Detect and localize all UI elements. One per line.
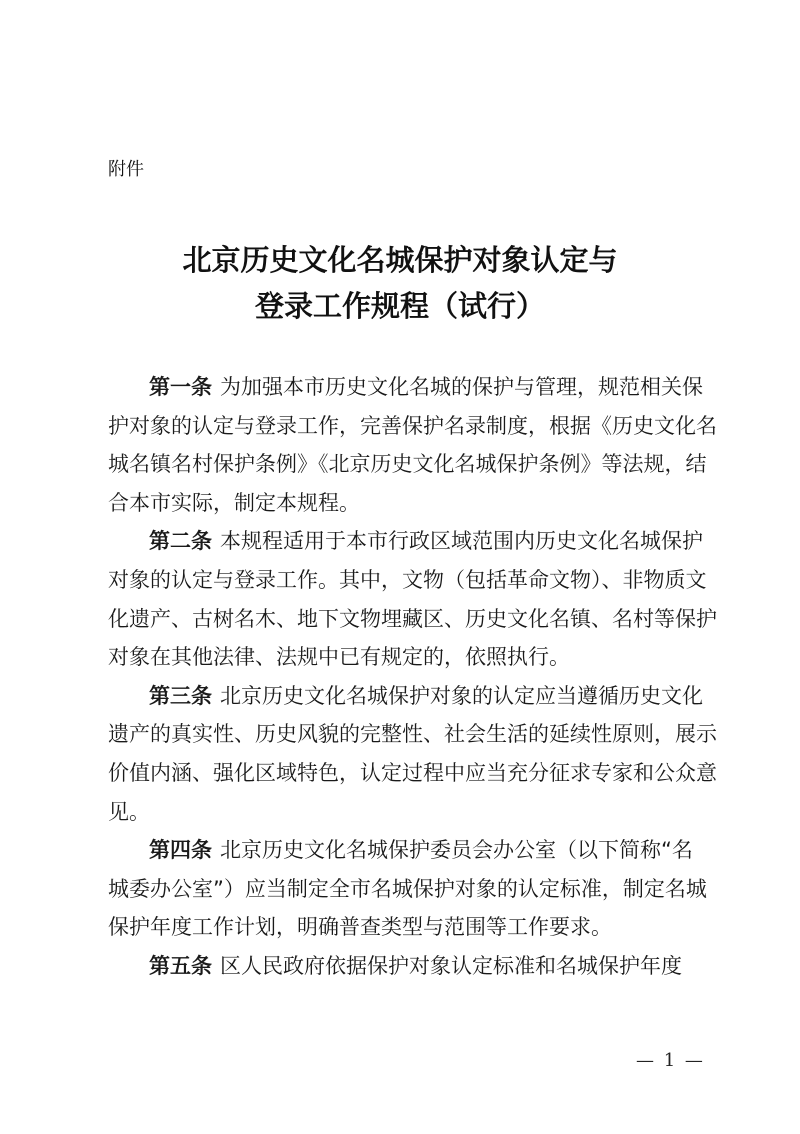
article-3-line-4: 见。 bbox=[108, 799, 150, 824]
attachment-label: 附件 bbox=[108, 159, 144, 180]
document-body bbox=[108, 368, 717, 986]
page-number: — 1 — bbox=[636, 1050, 705, 1071]
article-2-line-2: 对象的认定与登录工作。其中，文物（包括革命文物）、非物质文 bbox=[108, 567, 707, 592]
article-text: 北京历史文化名城保护对象的认定应当遵循历史文化 bbox=[220, 683, 703, 708]
article-4-line-1 bbox=[108, 831, 704, 870]
article-3-line-3: 价值内涵、强化区域特色，认定过程中应当充分征求专家和公众意 bbox=[108, 760, 717, 785]
article-2-line-1 bbox=[108, 522, 704, 561]
document-title-line-2: 登录工作规程（试行） bbox=[254, 289, 545, 323]
article-number: 第五条 bbox=[149, 953, 212, 978]
article-4-line-3: 保护年度工作计划，明确普查类型与范围等工作要求。 bbox=[108, 915, 612, 940]
article-3-line-2: 遗产的真实性、历史风貌的完整性、社会生活的延续性原则，展示 bbox=[108, 722, 717, 747]
article-4-line-2: 城委办公室”）应当制定全市名城保护对象的认定标准，制定名城 bbox=[108, 876, 707, 901]
article-3-line-1 bbox=[108, 677, 704, 716]
article-1-line-3: 城名镇名村保护条例》《北京历史文化名城保护条例》等法规，结 bbox=[108, 452, 707, 477]
article-text: 为加强本市历史文化名城的保护与管理，规范相关保 bbox=[220, 375, 703, 399]
article-1-line-2: 护对象的认定与登录工作，完善保护名录制度，根据《历史文化名 bbox=[108, 413, 717, 438]
article-5-line-1 bbox=[108, 947, 704, 986]
article-1-line-4: 合本市实际，制定本规程。 bbox=[108, 490, 360, 515]
article-text: 本规程适用于本市行政区域范围内历史文化名城保护 bbox=[220, 529, 703, 554]
article-text: 区人民政府依据保护对象认定标准和名城保护年度 bbox=[220, 953, 682, 978]
article-number: 第三条 bbox=[149, 683, 212, 708]
article-2-line-4: 对象在其他法律、法规中已有规定的，依照执行。 bbox=[108, 645, 570, 670]
document-title-line-1: 北京历史文化名城保护对象认定与 bbox=[182, 243, 618, 277]
article-number: 第四条 bbox=[149, 838, 212, 863]
article-text: 北京历史文化名城保护委员会办公室（以下简称“名 bbox=[220, 838, 693, 863]
article-1-line-1 bbox=[108, 368, 704, 407]
article-number: 第一条 bbox=[149, 375, 212, 399]
article-number: 第二条 bbox=[149, 529, 212, 554]
article-2-line-3: 化遗产、古树名木、地下文物埋藏区、历史文化名镇、名村等保护 bbox=[108, 606, 717, 631]
